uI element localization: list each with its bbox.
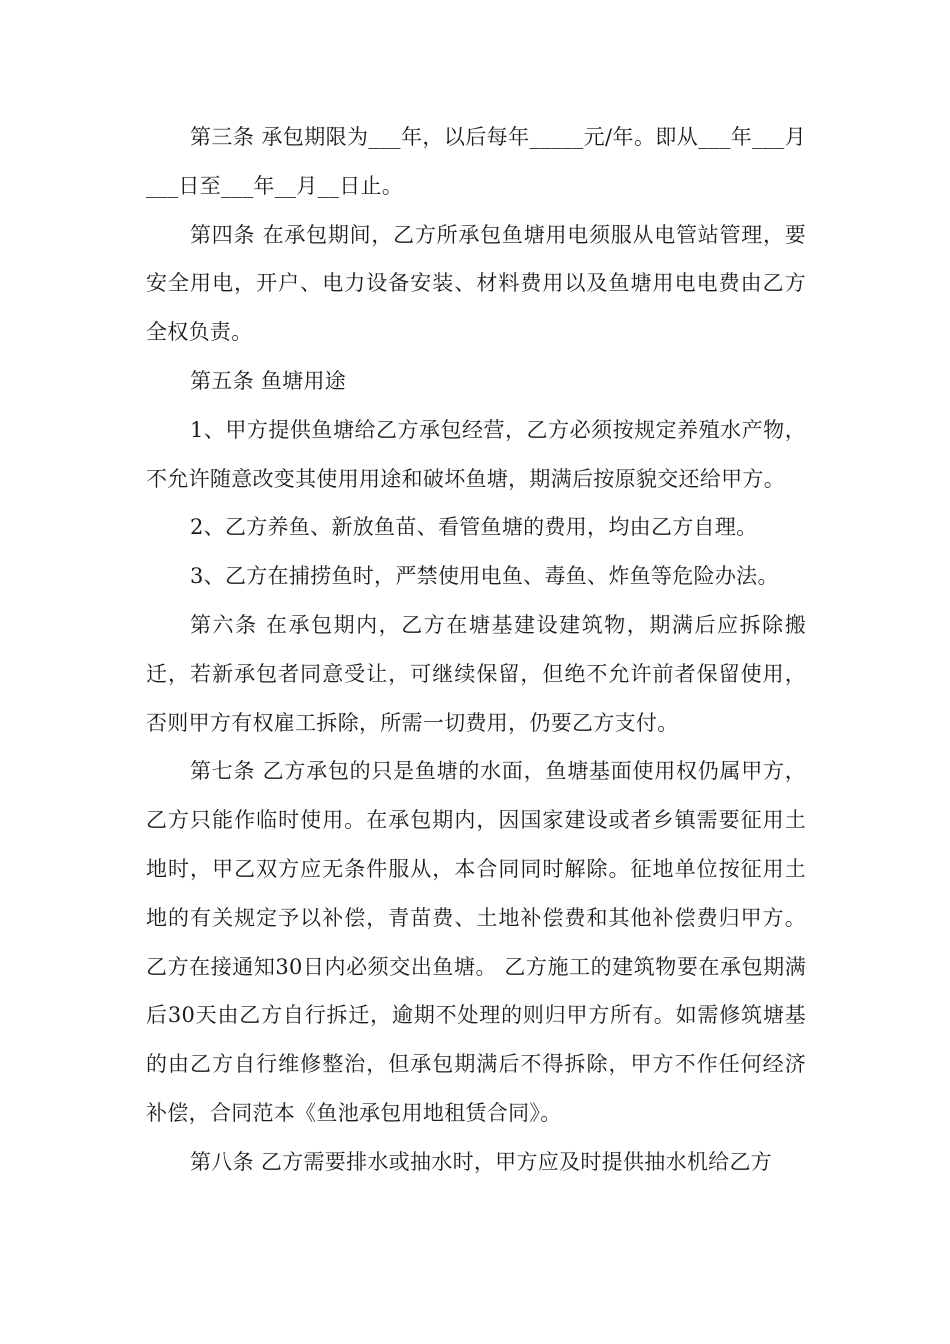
paragraph-article-4: 第四条 在承包期间，乙方所承包鱼塘用电须服从电管站管理，要安全用电，开户、电力设备安装、材料费用以及鱼塘用电电费由乙方全权负责。 bbox=[146, 222, 806, 345]
paragraph-article-5-item-1: 1、甲方提供鱼塘给乙方承包经营，乙方必须按规定养殖水产物，不允许随意改变其使用用途和破坏鱼塘，期满后按原貌交还给甲方。 bbox=[146, 417, 806, 491]
paragraph-article-8: 第八条 乙方需要排水或抽水时，甲方应及时提供抽水机给乙方 bbox=[190, 1149, 773, 1174]
paragraph-article-6: 第六条 在承包期内，乙方在塘基建设建筑物，期满后应拆除搬迁，若新承包者同意受让，可继续保留，但绝不允许前者保留使用，否则甲方有权雇工拆除，所需一切费用，仍要乙方支付。 bbox=[146, 612, 806, 735]
document-body bbox=[146, 113, 806, 1187]
paragraph-article-5-heading: 第五条 鱼塘用途 bbox=[190, 368, 347, 393]
paragraph-article-7: 第七条 乙方承包的只是鱼塘的水面，鱼塘基面使用权仍属甲方，乙方只能作临时使用。在承包期内，因国家建设或者乡镇需要征用土地时，甲乙双方应无条件服从，本合同同时解除。征地单位按征用土地的有关规定予以补偿，青苗费、土地补偿费和其他补偿费归甲方。乙方在接通知30日内必须交出鱼塘。 乙方施工的建筑物要在承包期满后30天由乙方自行拆迁，逾期不处理的则归甲方所有。如需修筑塘基的由乙方自行维修整治，但承包期满后不得拆除，甲方不作任何经济补偿，合同范本《鱼池承包用地租赁合同》。 bbox=[146, 759, 806, 1125]
paragraph-article-5-item-2: 2、乙方养鱼、新放鱼苗、看管鱼塘的费用，均由乙方自理。 bbox=[190, 515, 758, 540]
paragraph-article-3: 第三条 承包期限为___年，以后每年_____元/年。即从___年___月___日至___年__月__日止。 bbox=[146, 125, 806, 198]
paragraph-article-5-item-3: 3、乙方在捕捞鱼时，严禁使用电鱼、毒鱼、炸鱼等危险办法。 bbox=[190, 564, 779, 589]
